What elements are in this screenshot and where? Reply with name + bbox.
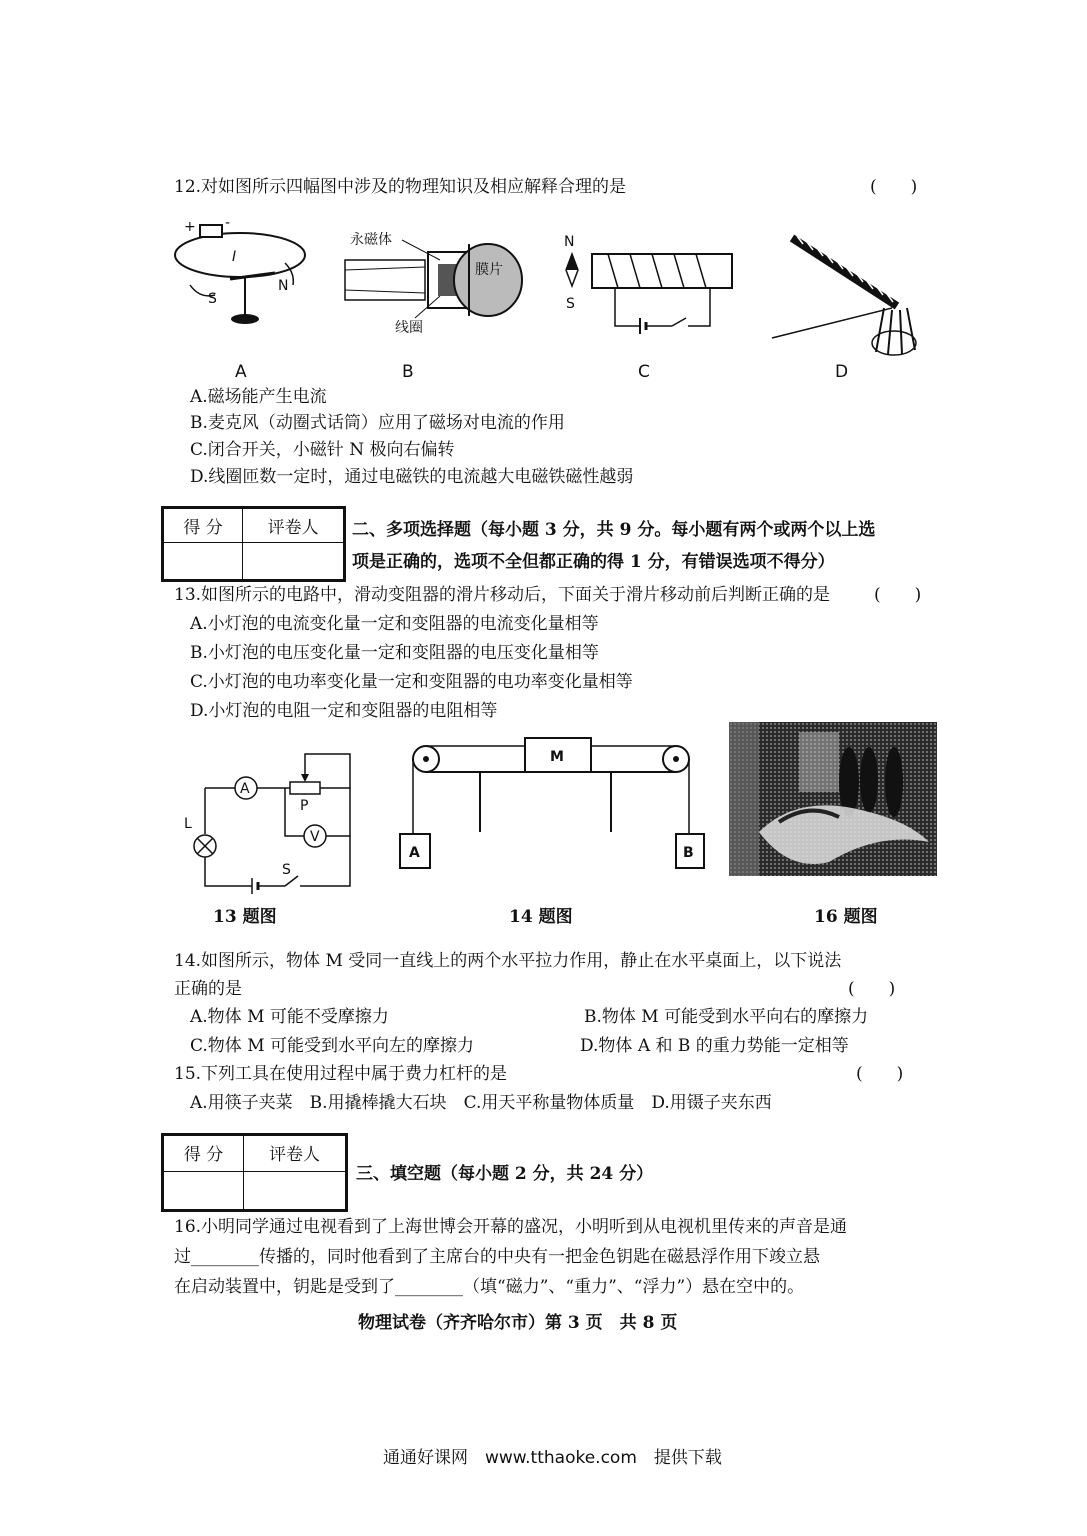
score-box-1-grader-cell[interactable] bbox=[243, 543, 344, 580]
svg-text:+: + bbox=[184, 219, 196, 235]
q12-figure-a bbox=[170, 215, 330, 335]
score-box-section-3 bbox=[161, 1133, 348, 1212]
fig14-block-m-label: M bbox=[550, 749, 564, 765]
score-box-section-2 bbox=[161, 506, 346, 582]
q14-stem-line2: 正确的是 bbox=[174, 979, 242, 999]
q12-answer-paren: ( ) bbox=[870, 177, 918, 197]
fig-b-magnet-label: 永磁体 bbox=[350, 232, 392, 248]
fig-a-north-label: N bbox=[278, 278, 289, 294]
q12-figure-c bbox=[560, 232, 740, 337]
score-box-2-grader-cell[interactable] bbox=[244, 1172, 346, 1210]
q12-figure-d bbox=[772, 228, 922, 358]
score-box-2-grader-header: 评卷人 bbox=[244, 1136, 346, 1172]
score-box-1-score-header: 得 分 bbox=[164, 509, 243, 543]
q16-line3: 在启动装置中，钥匙是受到了________（填“磁力”、“重力”、“浮力”）悬在空中的。 bbox=[174, 1277, 805, 1297]
section-2-heading-line1: 二、多项选择题（每小题 3 分，共 9 分。每小题有两个或两个以上选 bbox=[352, 520, 876, 540]
fig14-block-b-label: B bbox=[683, 845, 694, 861]
fig13-ammeter-label: A bbox=[240, 781, 250, 797]
fig-a-south-label: S bbox=[208, 291, 217, 307]
fig14-block-a-label: A bbox=[409, 845, 420, 861]
q15-answer-paren: ( ) bbox=[856, 1064, 904, 1084]
fig-c-south-label: S bbox=[566, 296, 575, 312]
q13-answer-paren: ( ) bbox=[874, 585, 922, 605]
fig13-voltmeter-label: V bbox=[310, 829, 320, 845]
fig16-caption: 16 题图 bbox=[814, 907, 878, 927]
q15-options: A.用筷子夹菜 B.用撬棒撬大石块 C.用天平称量物体质量 D.用镊子夹东西 bbox=[190, 1093, 772, 1113]
score-box-1-grader-header: 评卷人 bbox=[243, 509, 344, 543]
fig-b-coil-label: 线圈 bbox=[395, 320, 423, 336]
score-box-2-score-header: 得 分 bbox=[164, 1136, 244, 1172]
fig13-lamp-label: L bbox=[184, 816, 192, 832]
q14-option-d: D.物体 A 和 B 的重力势能一定相等 bbox=[580, 1036, 849, 1056]
q13-option-d: D.小灯泡的电阻一定和变阻器的电阻相等 bbox=[190, 701, 498, 721]
q16-line2: 过________传播的，同时他看到了主席台的中央有一把金色钥匙在磁悬浮作用下竣立悬 bbox=[174, 1247, 820, 1267]
q13-option-c: C.小灯泡的电功率变化量一定和变阻器的电功率变化量相等 bbox=[190, 672, 633, 692]
q12-option-c: C.闭合开关，小磁针 N 极向右偏转 bbox=[190, 440, 455, 460]
fig13-caption: 13 题图 bbox=[213, 907, 277, 927]
fig-c-north-label: N bbox=[564, 234, 575, 250]
fig13-rheostat-label: P bbox=[300, 798, 309, 814]
q12-figure-b-label: B bbox=[402, 362, 414, 382]
q14-option-a: A.物体 M 可能不受摩擦力 bbox=[190, 1007, 389, 1027]
fig16-photo bbox=[729, 722, 937, 876]
fig14-pulley-system bbox=[398, 736, 703, 871]
score-box-2-score-cell[interactable] bbox=[164, 1172, 244, 1210]
q13-option-b: B.小灯泡的电压变化量一定和变阻器的电压变化量相等 bbox=[190, 643, 599, 663]
svg-text:-: - bbox=[225, 215, 231, 231]
q12-option-d: D.线圈匝数一定时，通过电磁铁的电流越大电磁铁磁性越弱 bbox=[190, 467, 634, 487]
fig13-switch-label: S bbox=[282, 862, 291, 878]
q12-figure-d-label: D bbox=[835, 362, 849, 382]
q12-stem: 12.对如图所示四幅图中涉及的物理知识及相应解释合理的是 bbox=[174, 177, 627, 197]
q16-line1: 16.小明同学通过电视看到了上海世博会开幕的盛况，小明听到从电视机里传来的声音是通 bbox=[174, 1217, 848, 1237]
q12-figure-a-label: A bbox=[235, 362, 247, 382]
q15-stem: 15.下列工具在使用过程中属于费力杠杆的是 bbox=[174, 1064, 508, 1084]
section-3-heading: 三、填空题（每小题 2 分，共 24 分） bbox=[356, 1164, 654, 1184]
q14-option-c: C.物体 M 可能受到水平向左的摩擦力 bbox=[190, 1036, 475, 1056]
page-footer-info: 物理试卷（齐齐哈尔市）第 3 页 共 8 页 bbox=[358, 1313, 678, 1333]
q13-option-a: A.小灯泡的电流变化量一定和变阻器的电流变化量相等 bbox=[190, 614, 599, 634]
fig14-caption: 14 题图 bbox=[509, 907, 573, 927]
q12-figure-c-label: C bbox=[638, 362, 650, 382]
q12-option-b: B.麦克风（动圈式话筒）应用了磁场对电流的作用 bbox=[190, 413, 565, 433]
q13-stem: 13.如图所示的电路中，滑动变阻器的滑片移动后，下面关于滑片移动前后判断正确的是 bbox=[174, 585, 831, 605]
q14-option-b: B.物体 M 可能受到水平向右的摩擦力 bbox=[584, 1007, 869, 1027]
source-watermark: 通通好课网 www.tthaoke.com 提供下载 bbox=[383, 1448, 722, 1468]
q12-option-a: A.磁场能产生电流 bbox=[190, 387, 327, 407]
q14-stem-line1: 14.如图所示，物体 M 受同一直线上的两个水平拉力作用，静止在水平桌面上，以下说法 bbox=[174, 951, 842, 971]
score-box-1-score-cell[interactable] bbox=[164, 543, 243, 580]
q14-answer-paren: ( ) bbox=[848, 979, 896, 999]
fig-b-diaphragm-label: 膜片 bbox=[475, 262, 503, 278]
q12-figure-b bbox=[340, 222, 530, 342]
fig13-circuit bbox=[180, 752, 360, 892]
section-2-heading-line2: 项是正确的，选项不全但都正确的得 1 分，有错误选项不得分） bbox=[352, 552, 835, 572]
fig-a-current-label: I bbox=[232, 249, 237, 265]
